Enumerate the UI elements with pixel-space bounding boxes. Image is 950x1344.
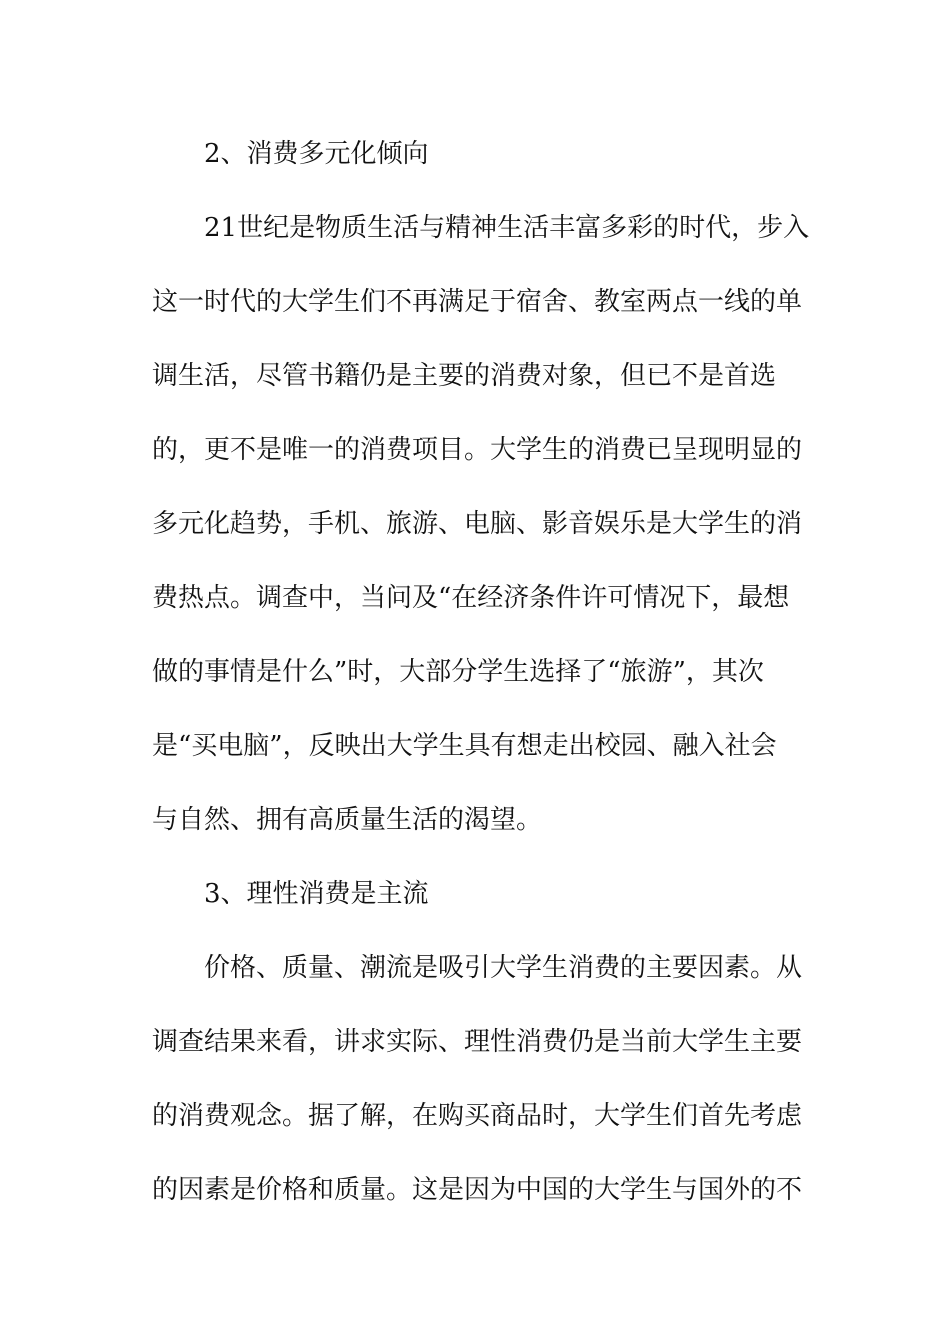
section-heading-2: 2、消费多元化倾向 — [204, 139, 429, 169]
paragraph-line: 是“买电脑”，反映出大学生具有想走出校园、融入社会 — [152, 731, 777, 761]
paragraph-line: 的消费观念。据了解，在购买商品时，大学生们首先考虑 — [152, 1101, 803, 1131]
paragraph-line: 多元化趋势，手机、旅游、电脑、影音娱乐是大学生的消 — [152, 509, 803, 539]
paragraph-line: 与自然、拥有高质量生活的渴望。 — [152, 805, 543, 835]
paragraph-line: 的因素是价格和质量。这是因为中国的大学生与国外的不 — [152, 1175, 803, 1205]
paragraph-line: 21世纪是物质生活与精神生活丰富多彩的时代，步入 — [204, 213, 810, 243]
paragraph-line: 价格、质量、潮流是吸引大学生消费的主要因素。从 — [204, 953, 803, 983]
paragraph-line: 调查结果来看，讲求实际、理性消费仍是当前大学生主要 — [152, 1027, 803, 1057]
paragraph-line: 做的事情是什么”时，大部分学生选择了“旅游”，其次 — [152, 657, 764, 687]
paragraph-line: 费热点。调查中，当问及“在经济条件许可情况下，最想 — [152, 583, 790, 613]
section-heading-3: 3、理性消费是主流 — [204, 879, 429, 909]
paragraph-line: 的，更不是唯一的消费项目。大学生的消费已呈现明显的 — [152, 435, 803, 465]
paragraph-line: 这一时代的大学生们不再满足于宿舍、教室两点一线的单 — [152, 287, 803, 317]
paragraph-line: 调生活，尽管书籍仍是主要的消费对象，但已不是首选 — [152, 361, 777, 391]
